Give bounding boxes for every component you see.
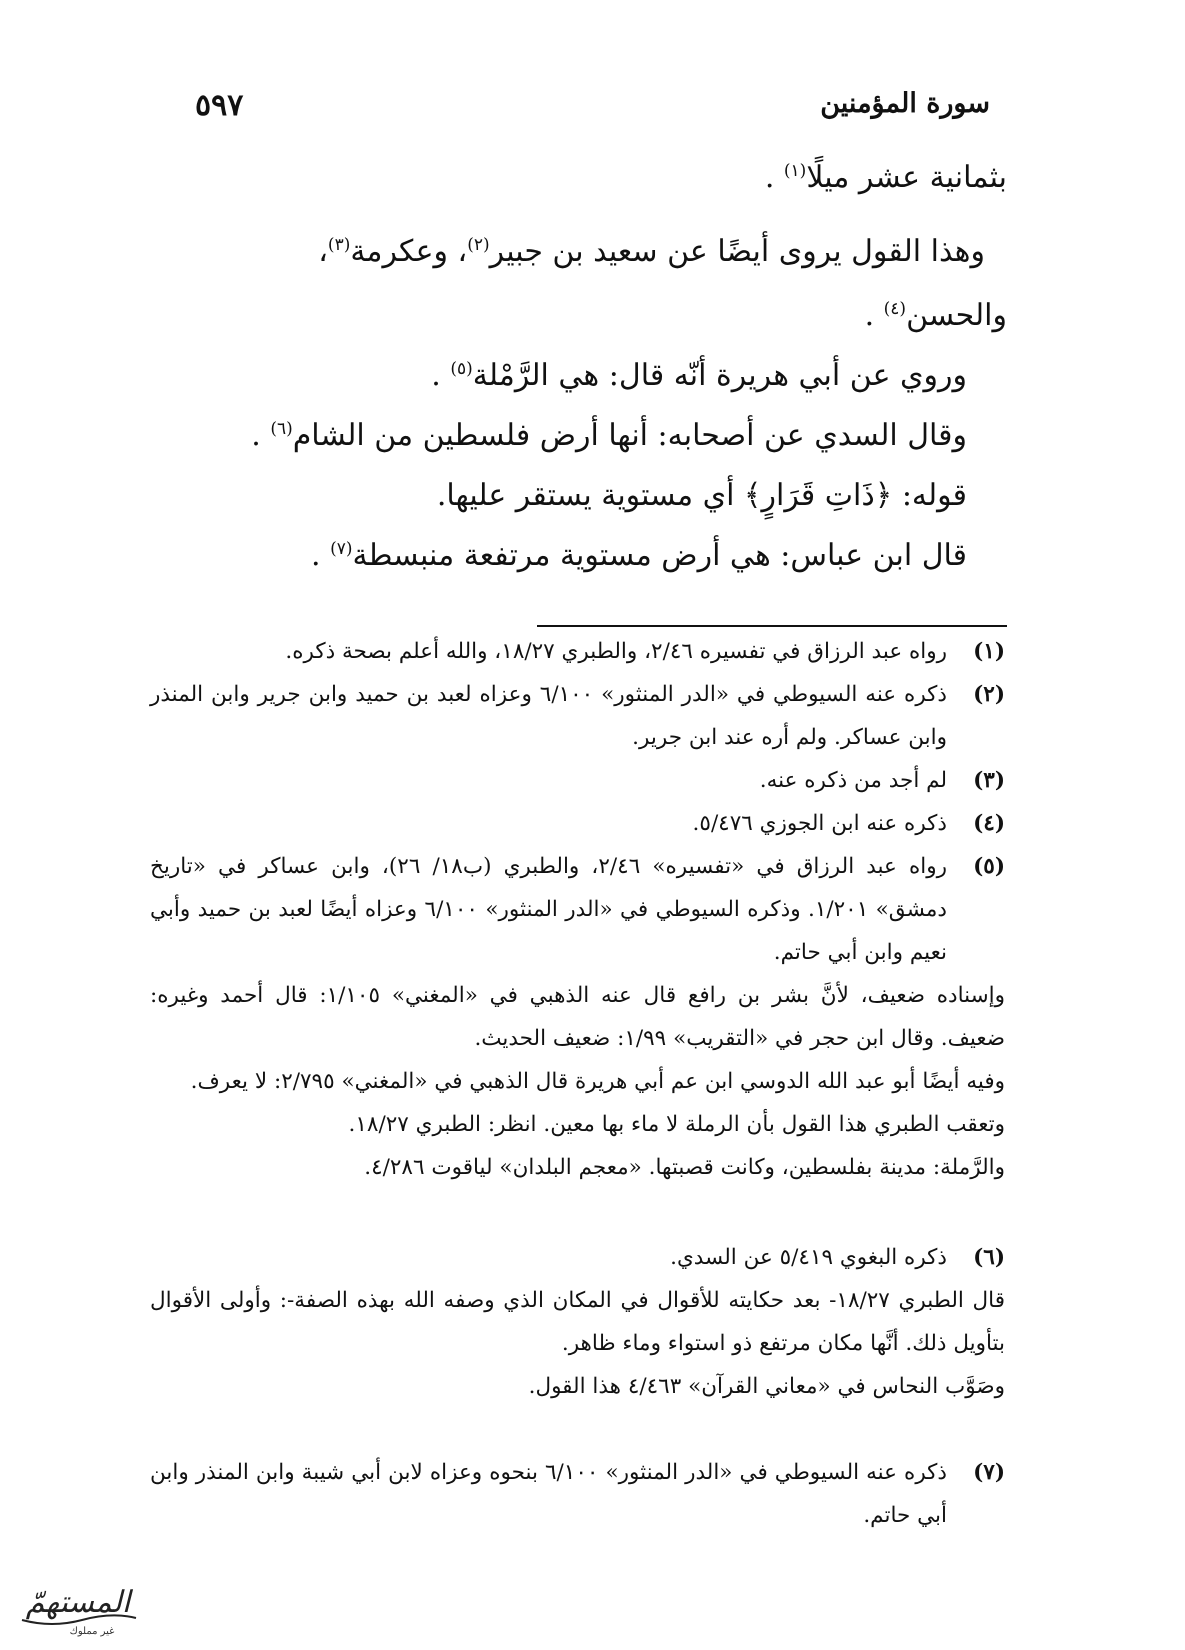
body-line: والحسن$^{(٤)}$ . <box>864 298 1007 333</box>
footnote-ref: (٦) <box>270 419 293 439</box>
footnote-number: (٣) <box>973 768 1005 793</box>
footnote-ref: (٢) <box>467 235 490 255</box>
footnote-ref: (٣) <box>327 235 351 255</box>
footnote-2 <box>150 673 1005 759</box>
footnote-paragraph: وتعقب الطبري هذا القول بأن الرملة لا ماء بها معين. انظر: الطبري ١٨/٢٧. <box>348 1112 1005 1137</box>
footnote-number: (٥) <box>973 854 1005 879</box>
body-line: وروي عن أبي هريرة أنّه قال: هي الرَّمْلة$^{(٥)}$ . <box>431 358 967 393</box>
footnote-text: ذكره عنه السيوطي في «الدر المنثور» ٦/١٠٠ وعزاه لعبد بن حميد وابن جرير وابن المنذر وابن عساكر. ولم أره عند ابن جرير. <box>150 682 947 750</box>
footnote-7 <box>150 1451 1005 1537</box>
footnote-number: (٢) <box>973 682 1005 707</box>
footnote-number: (٤) <box>973 811 1005 836</box>
footnote-text: ذكره البغوي ٥/٤١٩ عن السدي. <box>670 1245 947 1270</box>
footnote-text: ذكره عنه ابن الجوزي ٥/٤٧٦. <box>692 811 947 836</box>
footnote-text: رواه عبد الرزاق في تفسيره ٢/٤٦، والطبري ١٨/٢٧، والله أعلم بصحة ذكره. <box>285 639 947 664</box>
body-line: وقال السدي عن أصحابه: أنها أرض فلسطين من الشام$^{(٦)}$ . <box>251 418 967 453</box>
footnote-paragraph: والرَّملة: مدينة بفلسطين، وكانت قصبتها. «معجم البلدان» لياقوت ٤/٢٨٦. <box>364 1155 1005 1180</box>
body-line: وهذا القول يروى أيضًا عن سعيد بن جبير$^{(٢)}$، وعكرمة$^{(٣)}$، <box>318 234 985 269</box>
footnote-number: (٧) <box>973 1460 1005 1485</box>
body-line: قوله: ﴿ذَاتِ قَرَارٍ﴾ أي مستوية يستقر عليها. <box>436 478 967 513</box>
footnote-5 <box>150 845 1005 974</box>
body-line: بثمانية عشر ميلًا$^{(١)}$ . <box>764 160 1007 195</box>
footnote-ref: (٥) <box>450 359 473 379</box>
footnote-5-continuation <box>150 974 1005 1189</box>
footnote-text: رواه عبد الرزاق في «تفسيره» ٢/٤٦، والطبري (ب١٨/ ٢٦)، وابن عساكر في «تاريخ دمشق» ١/٢٠١. وذكره السيوطي في «الدر المنثور» ٦/١٠٠ وعزاه أيضًا لعبد بن حميد وأبي نعيم وابن أبي حاتم. <box>150 854 947 965</box>
main-text <box>149 150 1007 590</box>
footnote-paragraph: وصَوَّب النحاس في «معاني القرآن» ٤/٤٦٣ هذا القول. <box>528 1374 1005 1399</box>
footnote-paragraph: وإسناده ضعيف، لأنَّ بشر بن رافع قال عنه الذهبي في «المغني» ١/١٠٥: قال أحمد وغيره: ضعيف. وقال ابن حجر في «التقريب» ١/٩٩: ضعيف الحديث. <box>150 983 1005 1051</box>
footnote-ref: (١) <box>783 161 807 181</box>
body-line: قال ابن عباس: هي أرض مستوية مرتفعة منبسطة$^{(٧)}$ . <box>311 538 967 573</box>
footnote-separator <box>537 625 1007 627</box>
footnote-ref: (٧) <box>330 539 353 559</box>
footnote-number: (٦) <box>973 1245 1005 1270</box>
footnote-1 <box>150 630 1005 673</box>
stamp-text: المستهمّ <box>25 1585 131 1620</box>
footnote-4 <box>150 802 1005 845</box>
surah-title: سورة المؤمنين <box>820 88 990 119</box>
footnote-6-continuation <box>150 1279 1005 1408</box>
footnote-6 <box>150 1236 1005 1279</box>
footnote-text: ذكره عنه السيوطي في «الدر المنثور» ٦/١٠٠ بنحوه وعزاه لابن أبي شيبة وابن المنذر وابن أبي حاتم. <box>150 1460 947 1528</box>
footnote-ref: (٤) <box>883 299 907 319</box>
footnote-3 <box>150 759 1005 802</box>
footnote-number: (١) <box>973 639 1005 664</box>
library-stamp <box>12 1572 144 1642</box>
stamp-subtext: غير مملوك <box>69 1626 115 1637</box>
footnote-paragraph: وفيه أيضًا أبو عبد الله الدوسي ابن عم أبي هريرة قال الذهبي في «المغني» ٢/٧٩٥: لا يعرف. <box>190 1069 1005 1094</box>
footnote-paragraph: قال الطبري ١٨/٢٧- بعد حكايته للأقوال في المكان الذي وصفه الله بهذه الصفة-: وأولى الأقوال بتأويل ذلك. أنَّها مكان مرتفع ذو استواء وماء ظاهر. <box>150 1288 1005 1356</box>
footnote-text: لم أجد من ذكره عنه. <box>759 768 947 793</box>
page-number: ٥٩٧ <box>195 88 244 123</box>
